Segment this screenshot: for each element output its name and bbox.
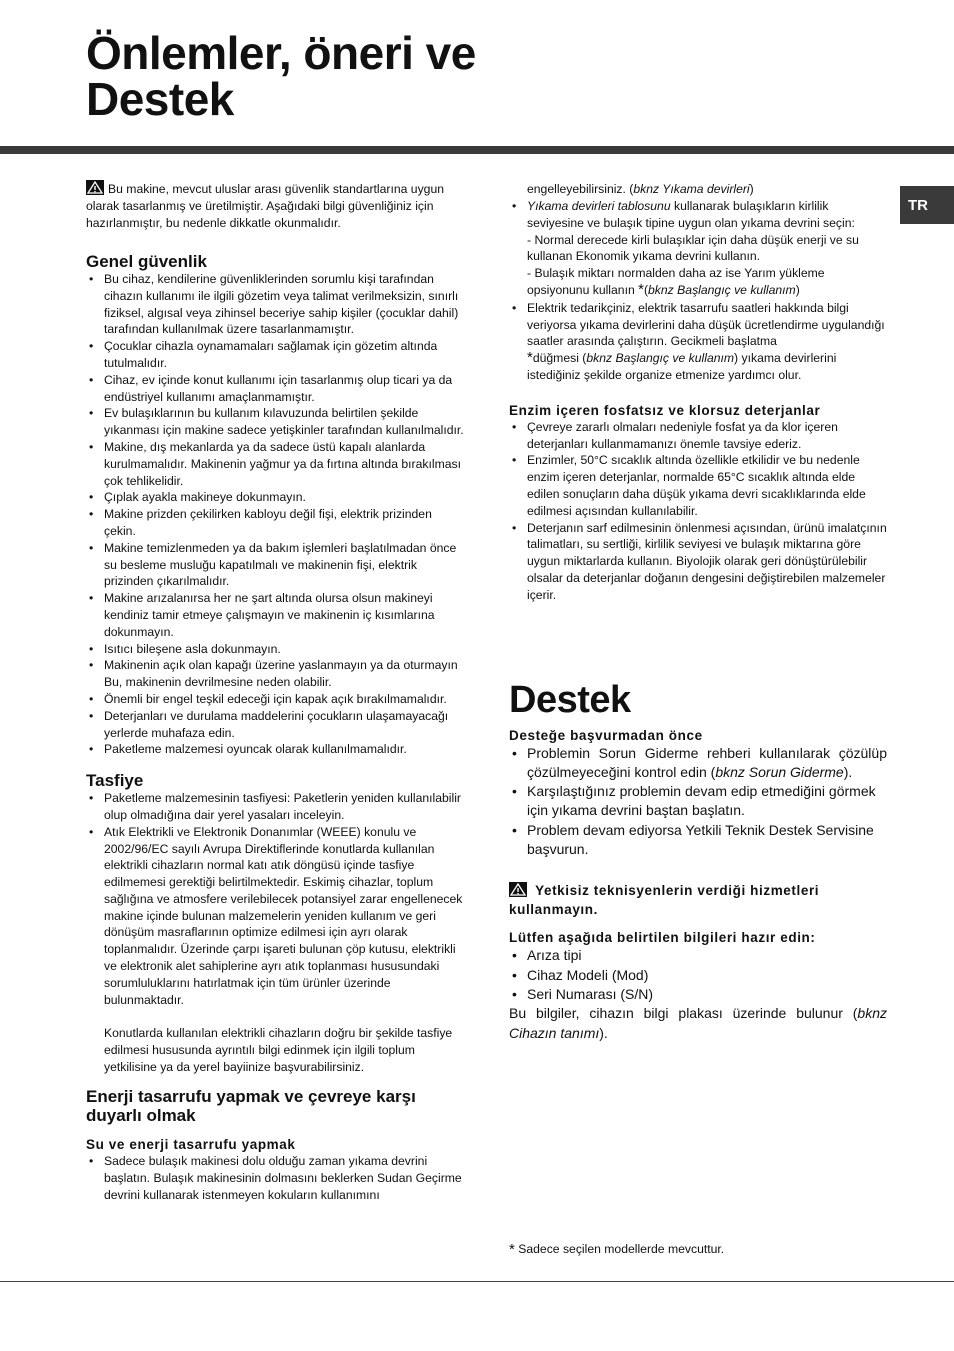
list-item: • Problem devam ediyorsa Yetkili Teknik Destek Servisine başvurun. — [509, 821, 887, 860]
warning-icon — [509, 882, 527, 897]
ref-cihaz-tanimi: bknz Cihazın tanımı — [509, 1005, 887, 1041]
once-item1-text: Problemin Sorun Giderme rehberi kullanılarak çözülüp çözülmeyeceğini kontrol edin ( — [527, 744, 887, 780]
top-divider — [0, 146, 954, 154]
list-item: • Arıza tipi — [509, 946, 887, 965]
su-list — [86, 1153, 466, 1203]
tasfiye-list — [86, 790, 466, 1008]
page-title — [86, 27, 476, 125]
continued-text-body: engelleyebilirsiniz. ( — [527, 182, 634, 196]
genel-heading: Genel güvenlik — [86, 252, 207, 271]
tablo-line3: - Bulaşık miktarı normalden daha az ise Yarım yükleme opsiyonunu kullanın — [527, 266, 825, 297]
list-item: • Çıplak ayakla makineye dokunmayın. — [86, 489, 466, 506]
list-item: • Karşılaştığınız problemin devam edip etmediğini görmek için yıkama devrini baştan başlatın. — [509, 782, 887, 821]
intro-text: Bu makine, mevcut uluslar arası güvenlik standartlarına uygun olarak tasarlanmış ve üretilmiştir. Aşağıdaki bilgi güvenliğiniz için hazırlanmıştır, bu nedenle dikkatle okunmalıdır. — [86, 182, 445, 230]
warning-icon — [86, 180, 104, 195]
list-item: • Cihaz Modeli (Mod) — [509, 966, 887, 985]
list-item: • Makine temizlenmeden ya da bakım işlemleri başlatılmadan önce su besleme musluğu kapatılmalı ve makinenin fişi, elektrik prizinden çıkarılmalıdır. — [86, 540, 466, 590]
tasarruf-list — [509, 198, 887, 384]
list-item: • Makine, dış mekanlarda ya da sadece üstü kapalı alanlarda kurulmamalıdır. Makinenin yağmur ya da fırtına altında bırakılması çok tehlikelidir. — [86, 439, 466, 489]
bilgi-list — [509, 946, 887, 1004]
warning-note — [509, 881, 887, 919]
once-list — [509, 744, 887, 860]
bilgi-end: ). — [599, 1024, 608, 1041]
footnote-text: Sadece seçilen modellerde mevcuttur. — [518, 1242, 725, 1256]
page-title-line2: Destek — [86, 73, 234, 125]
list-item: • Seri Numarası (S/N) — [509, 985, 887, 1004]
list-item — [509, 744, 887, 783]
elektrik-text1: Elektrik tedarikçiniz, elektrik tasarrufu saatleri hakkında bilgi veriyorsa yıkama devirlerini daha düşük ücretlendirme uygulandığı saatler arasında çalıştırın. Gecikmeli başlatma — [527, 300, 885, 349]
list-item: • Cihaz, ev içinde konut kullanımı için tasarlanmış olup ticari ya da endüstriyel kullanımı amaçlanmamıştır. — [86, 372, 466, 406]
tasfiye-extra: Konutlarda kullanılan elektrikli cihazların doğru bir şekilde tasfiye edilmesi hususunda ayrıntılı bilgi edinmek için ilgili toplum yetkilisine ya da yerel bayiinize başvurabilirsiniz. — [104, 1026, 453, 1075]
page-title-line1: Önlemler, öneri ve — [86, 27, 476, 79]
asterisk: * — [527, 349, 533, 367]
ref-tablo: Yıkama devirleri tablosunu — [527, 199, 671, 213]
bottom-divider — [0, 1281, 954, 1282]
list-item: • Paketleme malzemesinin tasfiyesi: Paketlerin yeniden kullanılabilir olup olmadığına dair yerel yasaları inceleyin. — [86, 790, 466, 824]
bilgi-text: Bu bilgiler, cihazın bilgi plakası üzerinde bulunur ( — [509, 1005, 858, 1022]
list-item: • Deterjanın sarf edilmesinin önlenmesi açısından, ürünü imalatçının talimatları, su sertliği, kirlilik seviyesi ve bulaşık miktarına göre uygun miktarlarda kullanın. Biyolojik olarak geri dönüştürülebilir olsalar da deterjanlar doğanın dengesini değiştirebilen malzemeler içerir. — [509, 520, 887, 604]
list-item: • Makinenin açık olan kapağı üzerine yaslanmayın ya da oturmayın Bu, makinenin devrilmesine neden olabilir. — [86, 657, 466, 691]
right-column — [509, 182, 887, 1043]
tasfiye-heading: Tasfiye — [86, 771, 144, 791]
list-item: • Makine arızalanırsa her ne şart altında olursa olsun makineyi kendiniz tamir etmeye çalışmayın ve makinenin iç kısımlarına dokunmayın. — [86, 590, 466, 640]
list-item: • Enzimler, 50°C sıcaklık altında özellikle etkilidir ve bu nedenle enzim içeren deterjanlar, normalde 65°C sıcaklık altında elde edilen sonuçların daha düşük yıkama devri sıcaklıklarında elde edilmesi açısından kullanılabilir. — [509, 452, 887, 519]
list-item: • Çocuklar cihazla oynamamaları sağlamak için gözetim altında tutulmalıdır. — [86, 338, 466, 372]
ref-sorun-giderme: bknz Sorun Giderme — [715, 763, 844, 780]
genel-list — [86, 271, 466, 758]
enzim-heading: Enzim içeren fosfatsız ve klorsuz deterjanlar — [509, 402, 821, 418]
ref-yikama-devirleri: bknz Yıkama devirleri — [633, 182, 750, 196]
asterisk: * — [638, 280, 644, 298]
once-item1-end: ). — [843, 763, 853, 780]
list-item — [509, 300, 887, 384]
warning-text: Yetkisiz teknisyenlerin verdiği hizmetleri kullanmayın. — [509, 883, 820, 918]
footnote — [509, 1241, 724, 1258]
list-item: • Makine prizden çekilirken kabloyu değil fişi, elektrik prizinden çekin. — [86, 506, 466, 540]
list-item: • Isıtıcı bileşene asla dokunmayın. — [86, 641, 466, 658]
list-item: • Önemli bir engel teşkil edeceği için kapak açık bırakılmamalıdır. — [86, 691, 466, 708]
destek-heading: Destek — [509, 678, 631, 721]
bilgi-heading: Lütfen aşağıda belirtilen bilgileri hazır edin: — [509, 930, 816, 946]
list-item: • Yıkama devirleri tablosunu kullanarak bulaşıkların kirlilik seviyesine ve bulaşık tipine uygun olan yıkama devrini seçin: - Normal derecede kirli bulaşıklar için daha düşük enerji ve su kullanan Ekonomik yıkama devrini kullanın. - Bulaşık miktarı normalden daha az ise Yarım yükleme opsiyonunu kullanın *(bknz Başlangıç ve kullanım) — [509, 198, 887, 299]
list-item: • Atık Elektrikli ve Elektronik Donanımlar (WEEE) konulu ve 2002/96/EC sayılı Avrupa Direktiflerinde konutlarda kullanılan elektrikli cihazların normal katı atık döngüsü içinde tasfiye edilmemesi gerektiği belirtilmektedir. Eskimiş cihazlar, toplum sağlığına ve atmosfere verilebilecek potansiyel zarar engellenecek makine içinde bulunan malzemelerin yeniden kullanım ve geri dönüşüm masraflarının optimize edilmesi için ayrı olarak toplanmalıdır. Üzerinde çarpı işareti bulunan çöp kutusu, elektrikli ve elektronik alet sahiplerine ayrı atık toplanması hususundaki sorumluluklarını hatırlatmak için tüm ürünler üzerinde bulunmaktadır. — [86, 824, 466, 1009]
list-item: • Paketleme malzemesi oyuncak olarak kullanılmamalıdır. — [86, 741, 466, 758]
intro-paragraph — [86, 180, 466, 232]
elektrik-text2: düğmesi ( — [532, 351, 587, 366]
continued-text-end: ) — [749, 182, 754, 196]
enzim-list — [509, 419, 887, 604]
bilgi-paragraph — [509, 1004, 887, 1043]
tablo-line2: - Normal derecede kirli bulaşıklar için daha düşük enerji ve su kullanan Ekonomik yıkama devrini kullanın. — [527, 232, 859, 264]
asterisk: * — [509, 1241, 515, 1258]
once-heading: Desteğe başvurmadan önce — [509, 727, 703, 743]
list-item: • Çevreye zararlı olmaları nedeniyle fosfat ya da klor içeren deterjanları kullanmamanızı önemle tavsiye ederiz. — [509, 419, 887, 453]
list-item: • Deterjanları ve durulama maddelerini çocukların ulaşamayacağı yerlerde muhafaza edin. — [86, 708, 466, 742]
list-item: • Ev bulaşıklarının bu kullanım kılavuzunda belirtilen şekilde yıkanması için makine sadece yetişkinler tarafından kullanılmalıdır. — [86, 405, 466, 439]
list-item: • Bu cihaz, kendilerine güvenliklerinden sorumlu kişi tarafından cihazın kullanımı ile ilgili gözetim veya talimat verilmeksizin, sınırlı fiziksel, algısal veya zihinsel beceriye sahip kişiler (çocuklar dahil) tarafından kullanılmak üzere tasarlanmamıştır. — [86, 271, 466, 338]
ref-baslangic-2: bknz Başlangıç ve kullanım — [586, 351, 735, 366]
list-item: • Sadece bulaşık makinesi dolu olduğu zaman yıkama devrini başlatın. Bulaşık makinesinin dolmasını beklerken Sudan Geçirme devrini kullanarak istenmeyen kokuların kullanımını — [86, 1153, 466, 1203]
tablo-text: kullanarak bulaşıkların kirlilik seviyesine ve bulaşık tipine uygun olan yıkama devrini seçin: — [527, 199, 855, 230]
ref-baslangic: bknz Başlangıç ve kullanım — [648, 282, 796, 297]
continued-text — [509, 181, 887, 198]
su-heading: Su ve enerji tasarrufu yapmak — [86, 1137, 296, 1153]
left-column — [86, 182, 466, 1204]
elektrik-text3: ) yıkama devirlerini istediğiniz şekilde organize etmenize yardımcı olur. — [527, 351, 837, 382]
language-tab: TR — [900, 186, 954, 224]
enerji-heading: Enerji tasarrufu yapmak ve çevreye karşı duyarlı olmak — [86, 1087, 416, 1126]
